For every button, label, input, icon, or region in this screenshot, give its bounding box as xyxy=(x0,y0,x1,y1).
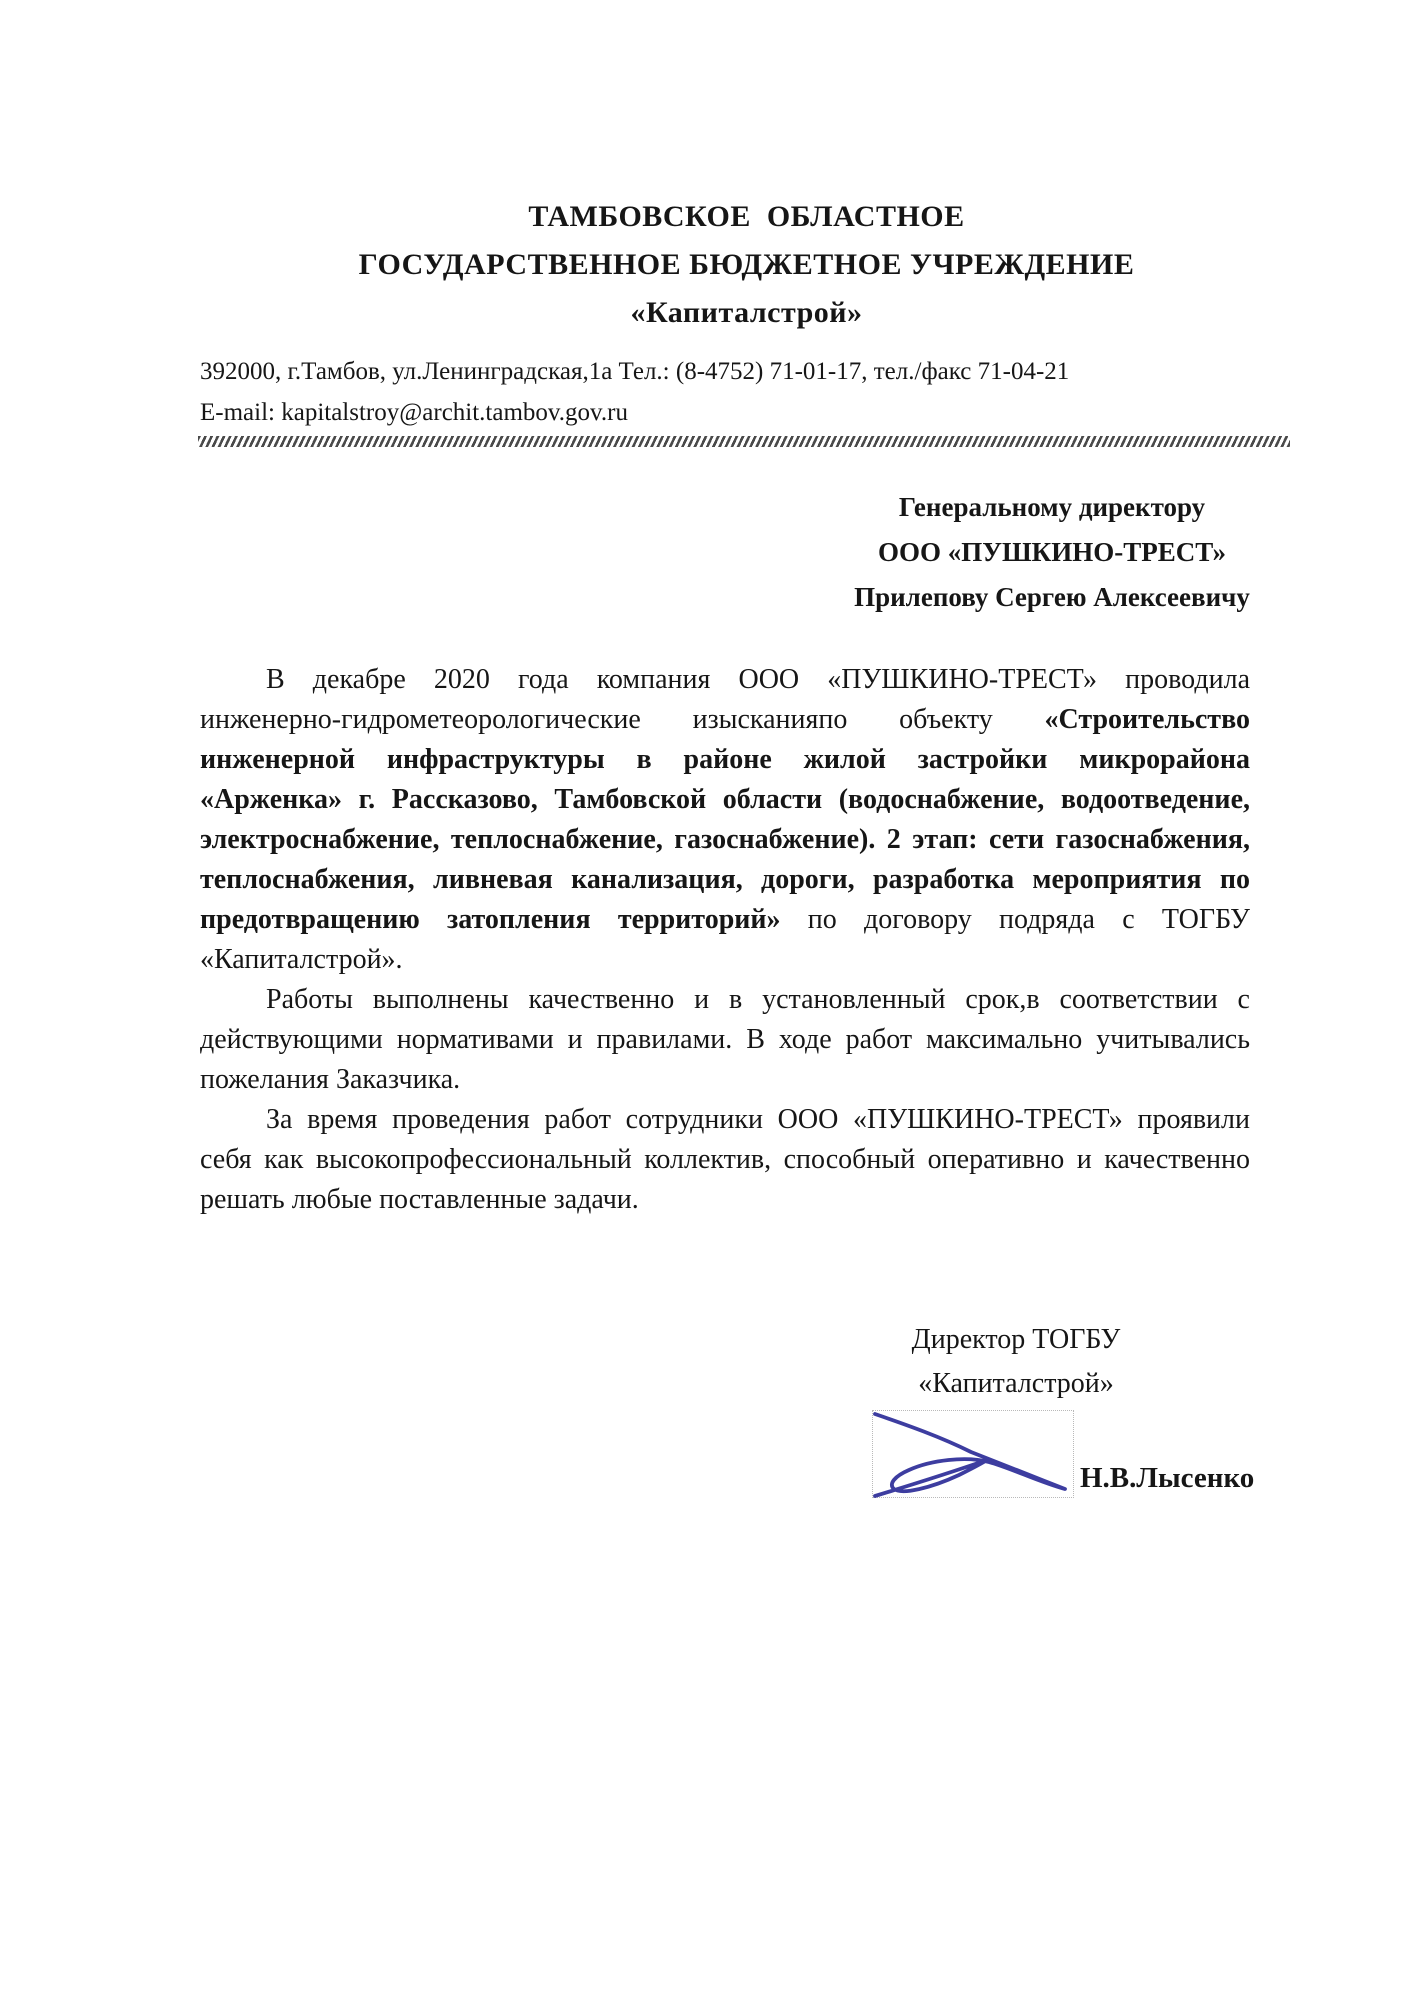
paragraph-1 xyxy=(200,660,1250,980)
signer-position-line2: «Капиталстрой» xyxy=(918,1368,1114,1399)
addressee-person: Прилепову Сергею Алексеевичу xyxy=(854,582,1250,612)
contact-block xyxy=(200,351,1293,433)
letter-body xyxy=(200,660,1250,1220)
signature-area xyxy=(0,1410,1413,1610)
org-name-line2: ГОСУДАРСТВЕННОЕ БЮДЖЕТНОЕ УЧРЕЖДЕНИЕ xyxy=(358,248,1135,281)
signer-position-line1: Директор ТОГБУ xyxy=(911,1324,1121,1355)
letterhead xyxy=(0,0,1413,337)
signature-ink-icon xyxy=(869,1409,1079,1501)
email-line: E-mail: kapitalstroy@archit.tambov.gov.ru xyxy=(200,399,629,426)
hatched-divider xyxy=(198,436,1290,447)
paragraph-3: За время проведения работ сотрудники ООО «ПУШКИНО-ТРЕСТ» проявили себя как высокопрофессиональный коллектив, способный оперативно и качественно решать любые поставленные задачи. xyxy=(200,1104,1250,1215)
addressee-block xyxy=(841,485,1263,620)
paragraph-2: Работы выполнены качественно и в установленный срок,в соответствии с действующими нормативами и правилами. В ходе работ максимально учитывались пожелания Заказчика. xyxy=(200,984,1250,1095)
signature-title-block xyxy=(885,1318,1147,1406)
addressee-position: Генеральному директору xyxy=(898,492,1206,522)
signature-stroke-main xyxy=(875,1414,1065,1496)
signature-box xyxy=(872,1410,1074,1498)
org-name-line3: «Капиталстрой» xyxy=(630,296,863,329)
addressee-company: ООО «ПУШКИНО-ТРЕСТ» xyxy=(877,537,1227,567)
p1-project-title-bold: «Строительство инженерной инфраструктуры в районе жилой застройки микрорайона «Арженка» г. Рассказово, Тамбовской области (водоснабжение, водоотведение, электроснабжение, теплоснабжение, газоснабжение). 2 этап: сети газоснабжения, теплоснабжения, ливневая канализация, дороги, разработка мероприятия по предотвращению затопления территорий» xyxy=(200,704,1250,935)
p1-outro-text: по договору подряда с ТОГБУ «Капиталстрой». xyxy=(200,904,1250,975)
org-name-line1: ТАМБОВСКОЕ ОБЛАСТНОЕ xyxy=(528,200,965,233)
signer-name: Н.В.Лысенко xyxy=(1080,1462,1255,1494)
p1-intro-text: В декабре 2020 года компания ООО «ПУШКИНО-ТРЕСТ» проводила инженерно-гидрометеорологические изысканияпо объекту xyxy=(200,664,1250,735)
postal-address-phone: 392000, г.Тамбов, ул.Ленинградская,1а Тел.: (8-4752) 71-01-17, тел./факс 71-04-21 xyxy=(200,358,1070,385)
